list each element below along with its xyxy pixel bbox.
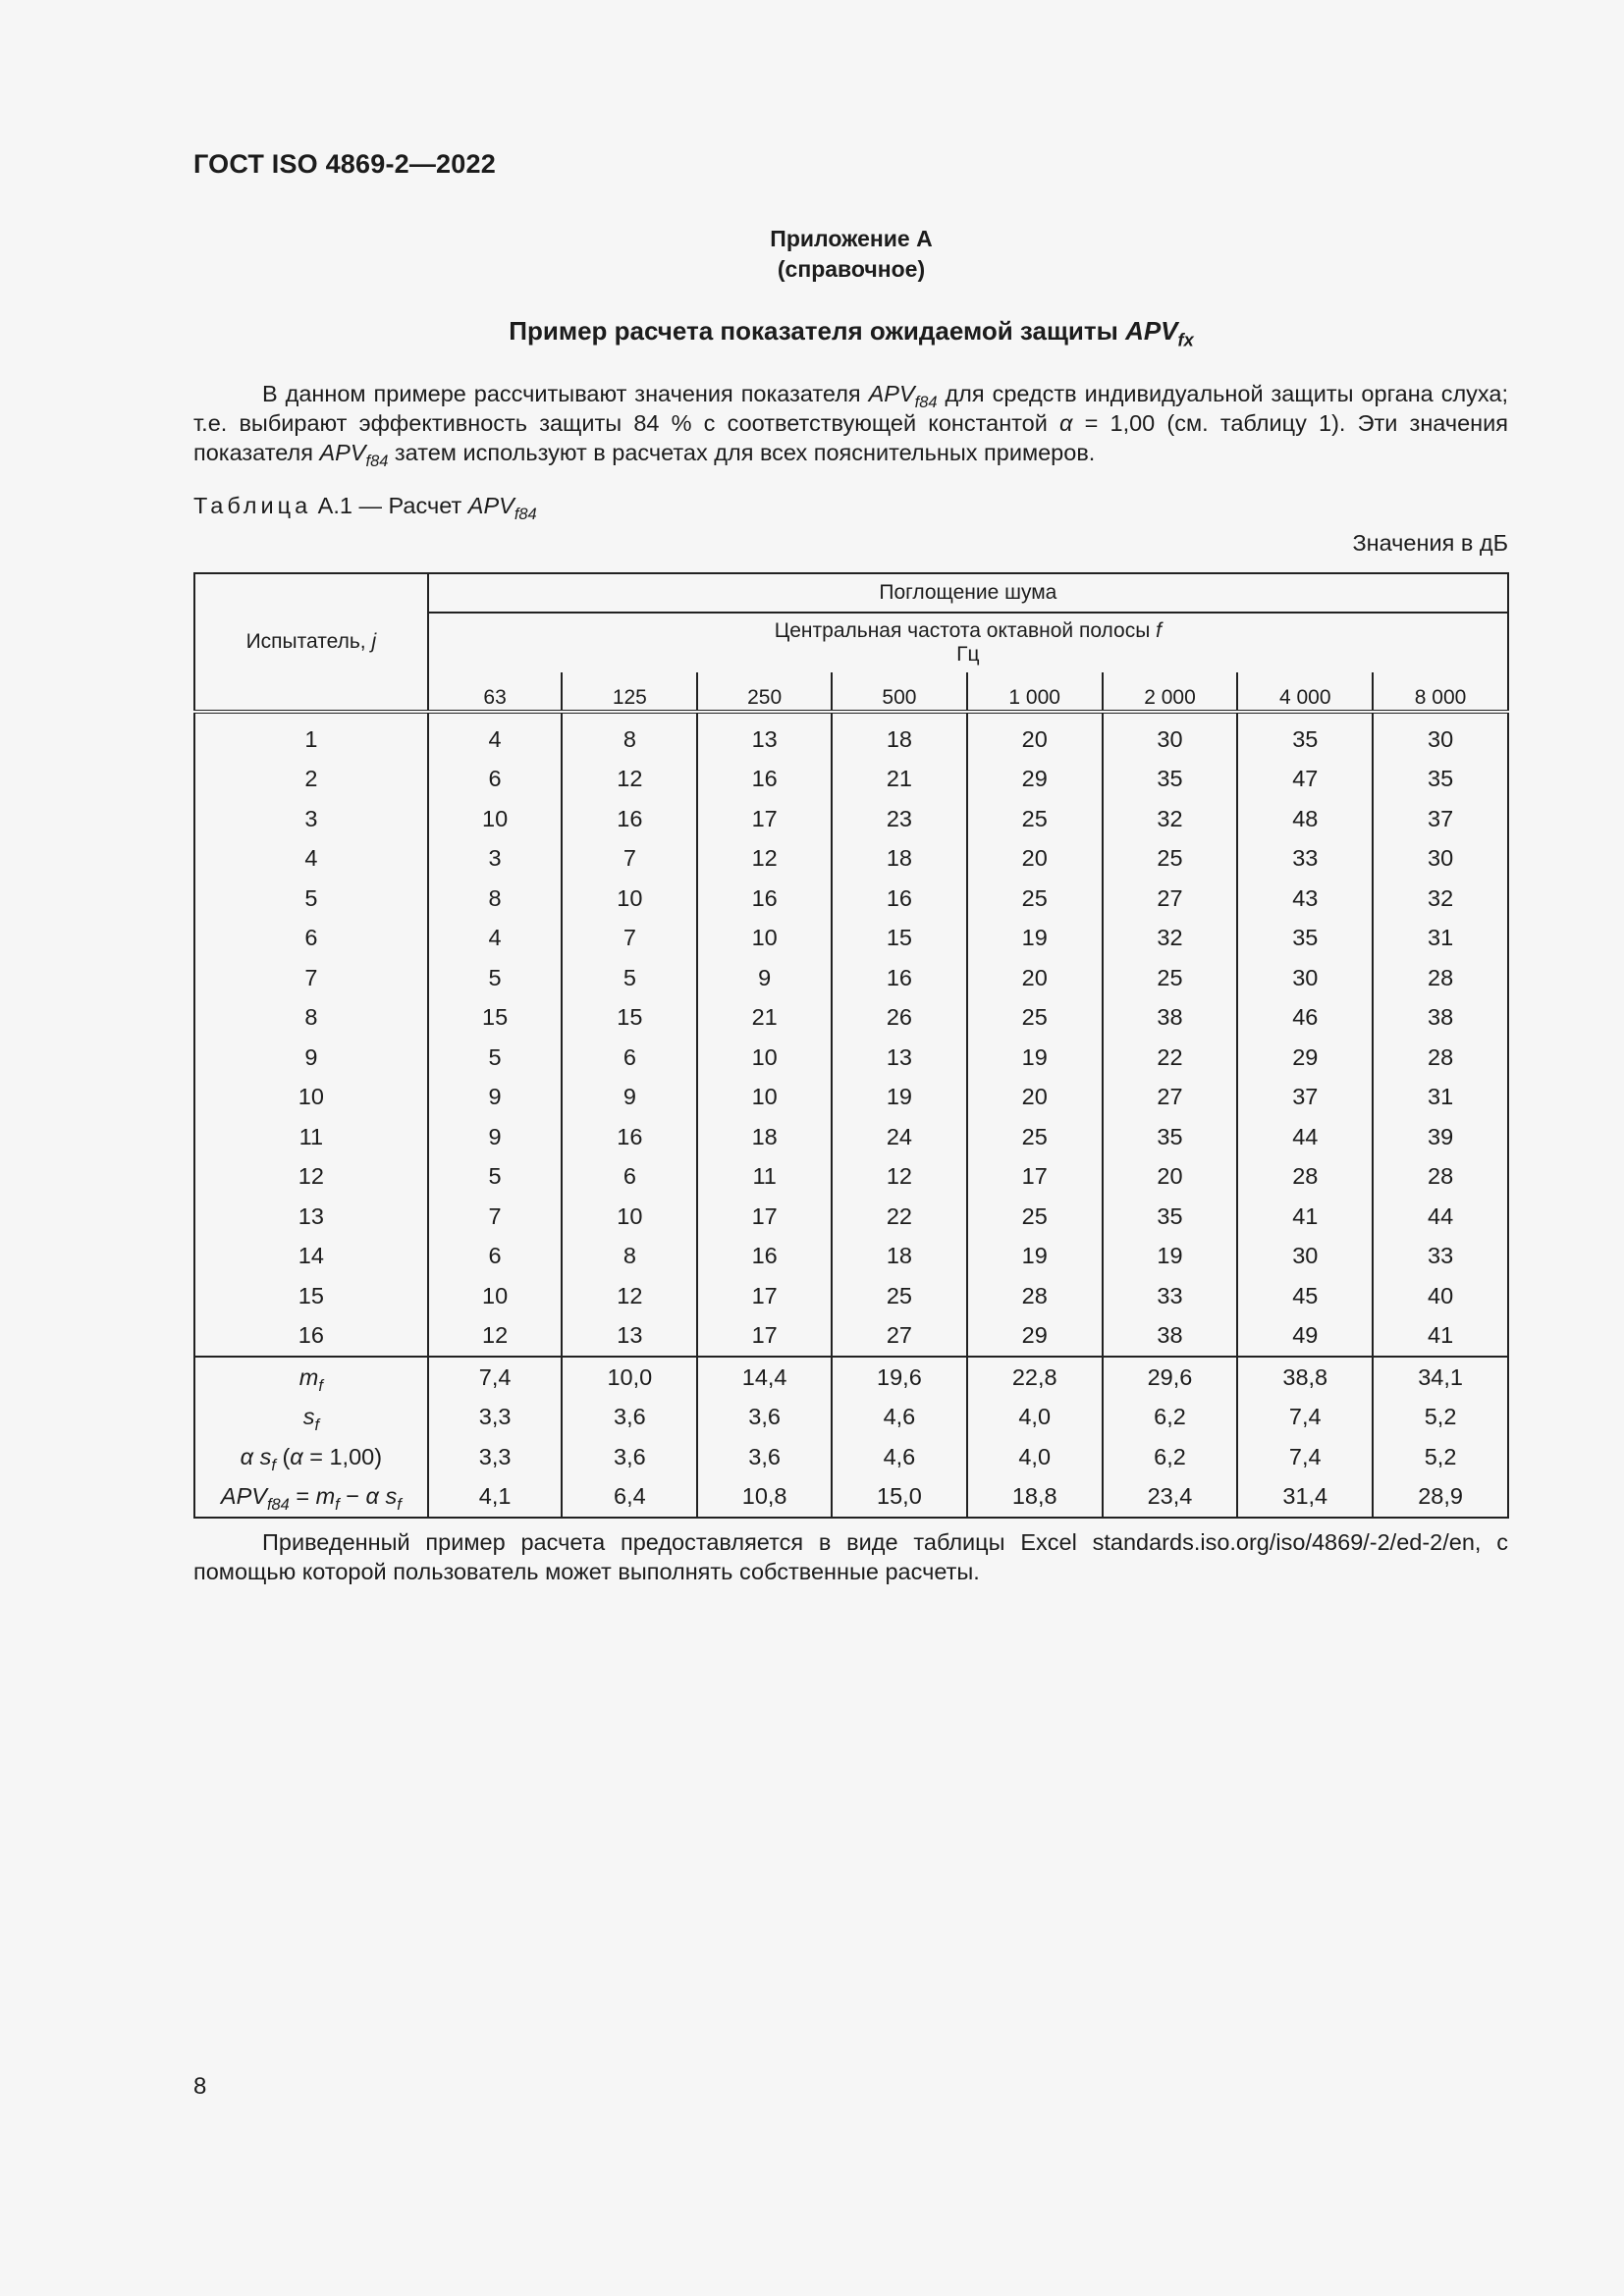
table-row	[194, 1078, 1508, 1118]
value-cell: 19	[967, 1237, 1103, 1277]
value-cell: 45	[1237, 1276, 1373, 1316]
value-cell: 10	[697, 1078, 832, 1118]
stat-value-cell: 7,4	[1237, 1437, 1373, 1477]
tester-cell: 15	[298, 1282, 324, 1308]
value-cell: 28	[1237, 1157, 1373, 1198]
stat-value-cell: 3,6	[697, 1398, 832, 1438]
stat-value-cell: 4,6	[832, 1437, 967, 1477]
stat-value-cell: 18,8	[967, 1477, 1103, 1519]
value-cell: 40	[1373, 1276, 1508, 1316]
value-cell: 7	[562, 839, 697, 880]
table-row	[194, 712, 1508, 760]
value-cell: 10	[428, 1276, 563, 1316]
table-units: Значения в дБ	[1352, 530, 1508, 556]
value-cell: 19	[967, 919, 1103, 959]
value-cell: 5	[428, 1157, 563, 1198]
value-cell: 19	[1103, 1237, 1238, 1277]
stat-value-cell: 3,6	[562, 1437, 697, 1477]
data-table	[193, 572, 1509, 1519]
value-cell: 28	[967, 1276, 1103, 1316]
page-number: 8	[193, 2073, 207, 2100]
value-cell: 8	[428, 879, 563, 919]
value-cell: 12	[832, 1157, 967, 1198]
table-row	[194, 839, 1508, 880]
table-row	[194, 958, 1508, 998]
value-cell: 41	[1373, 1316, 1508, 1358]
value-cell: 8	[562, 1237, 697, 1277]
value-cell: 5	[562, 958, 697, 998]
stat-value-cell: 15,0	[832, 1477, 967, 1519]
value-cell: 16	[697, 1237, 832, 1277]
stat-value-cell: 23,4	[1103, 1477, 1238, 1519]
value-cell: 10	[562, 879, 697, 919]
stat-value-cell: 28,9	[1373, 1477, 1508, 1519]
value-cell: 26	[832, 998, 967, 1039]
value-cell: 5	[428, 958, 563, 998]
value-cell: 25	[967, 879, 1103, 919]
value-cell: 31	[1373, 919, 1508, 959]
value-cell: 16	[697, 879, 832, 919]
value-cell: 47	[1237, 760, 1373, 800]
value-cell: 6	[428, 1237, 563, 1277]
value-cell: 7	[562, 919, 697, 959]
tester-cell: 4	[304, 845, 318, 872]
value-cell: 27	[832, 1316, 967, 1358]
frequency-cell: 125	[562, 672, 697, 712]
stat-value-cell: 7,4	[428, 1357, 563, 1398]
value-cell: 15	[832, 919, 967, 959]
value-cell: 30	[1237, 1237, 1373, 1277]
tester-cell: 10	[298, 1084, 324, 1110]
tester-cell: 3	[304, 805, 318, 831]
value-cell: 17	[697, 1276, 832, 1316]
stat-label: α $s_f$ (α = 1,00)	[240, 1443, 383, 1474]
value-cell: 22	[832, 1197, 967, 1237]
value-cell: 17	[697, 1197, 832, 1237]
value-cell: 25	[967, 1117, 1103, 1157]
value-cell: 10	[562, 1197, 697, 1237]
value-cell: 49	[1237, 1316, 1373, 1358]
value-cell: 4	[428, 919, 563, 959]
value-cell: 44	[1237, 1117, 1373, 1157]
value-cell: 27	[1103, 1078, 1238, 1118]
value-cell: 33	[1103, 1276, 1238, 1316]
value-cell: 37	[1237, 1078, 1373, 1118]
value-cell: 20	[967, 712, 1103, 760]
value-cell: 25	[1103, 839, 1238, 880]
value-cell: 28	[1373, 958, 1508, 998]
value-cell: 10	[697, 919, 832, 959]
value-cell: 27	[1103, 879, 1238, 919]
table-row	[194, 760, 1508, 800]
value-cell: 35	[1373, 760, 1508, 800]
tester-cell: 16	[298, 1322, 324, 1349]
stat-value-cell: 3,6	[697, 1437, 832, 1477]
value-cell: 25	[967, 799, 1103, 839]
value-cell: 16	[562, 799, 697, 839]
document-header: ГОСТ ISO 4869-2—2022	[193, 149, 496, 179]
table-row	[194, 879, 1508, 919]
value-cell: 10	[697, 1038, 832, 1078]
value-cell: 17	[697, 799, 832, 839]
value-cell: 12	[428, 1316, 563, 1358]
value-cell: 6	[428, 760, 563, 800]
noise-absorption-header: Поглощение шума	[428, 573, 1508, 613]
tester-cell: 14	[298, 1243, 324, 1269]
value-cell: 3	[428, 839, 563, 880]
value-cell: 32	[1103, 799, 1238, 839]
stat-value-cell: 10,0	[562, 1357, 697, 1398]
value-cell: 46	[1237, 998, 1373, 1039]
stat-value-cell: 6,2	[1103, 1398, 1238, 1438]
value-cell: 6	[562, 1157, 697, 1198]
stat-value-cell: 10,8	[697, 1477, 832, 1519]
stat-value-cell: 7,4	[1237, 1398, 1373, 1438]
intro-paragraph: В данном примере рассчитывают значения показателя $APV_{f84}$ для средств индивидуальной защиты органа слуха; т.е. выбирают эффективность защиты 84 % с соответствующей константой α = 1,00 (см. таблицу 1). Эти значения показателя $APV_{f84}$ затем используют в расчетах для всех пояснительных примеров.	[193, 381, 1508, 470]
stat-value-cell: 22,8	[967, 1357, 1103, 1398]
value-cell: 6	[562, 1038, 697, 1078]
value-cell: 21	[832, 760, 967, 800]
value-cell: 25	[1103, 958, 1238, 998]
tester-cell: 5	[304, 884, 318, 911]
stat-value-cell: 31,4	[1237, 1477, 1373, 1519]
stat-value-cell: 3,3	[428, 1398, 563, 1438]
value-cell: 29	[967, 1316, 1103, 1358]
value-cell: 25	[967, 1197, 1103, 1237]
value-cell: 28	[1373, 1038, 1508, 1078]
value-cell: 16	[562, 1117, 697, 1157]
value-cell: 25	[832, 1276, 967, 1316]
value-cell: 30	[1237, 958, 1373, 998]
stat-value-cell: 14,4	[697, 1357, 832, 1398]
value-cell: 18	[832, 839, 967, 880]
value-cell: 9	[697, 958, 832, 998]
value-cell: 15	[428, 998, 563, 1039]
value-cell: 9	[428, 1117, 563, 1157]
stat-value-cell: 4,0	[967, 1398, 1103, 1438]
value-cell: 11	[697, 1157, 832, 1198]
stat-value-cell: 5,2	[1373, 1437, 1508, 1477]
value-cell: 7	[428, 1197, 563, 1237]
value-cell: 35	[1103, 760, 1238, 800]
outro-paragraph: Приведенный пример расчета предоставляется в виде таблицы Excel standards.iso.org/iso/4869/-2/ed-2/en, с помощью которой пользователь может выполнять собственные расчеты.	[193, 1529, 1508, 1584]
table-row	[194, 919, 1508, 959]
value-cell: 44	[1373, 1197, 1508, 1237]
value-cell: 48	[1237, 799, 1373, 839]
value-cell: 39	[1373, 1117, 1508, 1157]
value-cell: 30	[1373, 839, 1508, 880]
value-cell: 38	[1103, 998, 1238, 1039]
tester-cell: 8	[304, 1004, 318, 1031]
value-cell: 37	[1373, 799, 1508, 839]
value-cell: 12	[562, 1276, 697, 1316]
value-cell: 30	[1103, 712, 1238, 760]
tester-cell: 7	[304, 964, 318, 990]
value-cell: 12	[697, 839, 832, 880]
value-cell: 35	[1103, 1117, 1238, 1157]
value-cell: 20	[1103, 1157, 1238, 1198]
value-cell: 9	[562, 1078, 697, 1118]
frequency-cell: 8 000	[1373, 672, 1508, 712]
table-row	[194, 1276, 1508, 1316]
value-cell: 32	[1373, 879, 1508, 919]
tester-cell: 6	[304, 925, 318, 951]
value-cell: 35	[1103, 1197, 1238, 1237]
value-cell: 17	[967, 1157, 1103, 1198]
mean-row	[194, 1357, 1508, 1398]
annex-heading	[193, 224, 1509, 285]
table-row	[194, 1237, 1508, 1277]
value-cell: 20	[967, 1078, 1103, 1118]
stat-value-cell: 3,6	[562, 1398, 697, 1438]
apv-row	[194, 1477, 1508, 1519]
stat-value-cell: 4,0	[967, 1437, 1103, 1477]
value-cell: 13	[832, 1038, 967, 1078]
value-cell: 16	[697, 760, 832, 800]
alpha-sd-row	[194, 1437, 1508, 1477]
tester-cell: 2	[304, 766, 318, 792]
stat-label: $m_f$	[194, 1357, 428, 1398]
value-cell: 38	[1373, 998, 1508, 1039]
value-cell: 30	[1373, 712, 1508, 760]
value-cell: 4	[428, 712, 563, 760]
value-cell: 29	[1237, 1038, 1373, 1078]
value-cell: 19	[967, 1038, 1103, 1078]
tester-cell: 9	[304, 1043, 318, 1070]
frequency-cell: 4 000	[1237, 672, 1373, 712]
table-row	[194, 1157, 1508, 1198]
table-row	[194, 1117, 1508, 1157]
value-cell: 12	[562, 760, 697, 800]
value-cell: 21	[697, 998, 832, 1039]
stat-value-cell: 29,6	[1103, 1357, 1238, 1398]
value-cell: 20	[967, 958, 1103, 998]
stat-value-cell: 3,3	[428, 1437, 563, 1477]
tester-cell: 13	[298, 1202, 324, 1229]
stat-value-cell: 6,2	[1103, 1437, 1238, 1477]
sd-row	[194, 1398, 1508, 1438]
stat-value-cell: 4,1	[428, 1477, 563, 1519]
value-cell: 10	[428, 799, 563, 839]
frequency-header: Центральная частота октавной полосы f Гц	[428, 613, 1508, 672]
value-cell: 29	[967, 760, 1103, 800]
value-cell: 5	[428, 1038, 563, 1078]
value-cell: 23	[832, 799, 967, 839]
value-cell: 22	[1103, 1038, 1238, 1078]
frequency-cell: 500	[832, 672, 967, 712]
stat-value-cell: 6,4	[562, 1477, 697, 1519]
value-cell: 15	[562, 998, 697, 1039]
value-cell: 35	[1237, 712, 1373, 760]
value-cell: 25	[967, 998, 1103, 1039]
value-cell: 33	[1373, 1237, 1508, 1277]
table-row	[194, 1038, 1508, 1078]
tester-cell: 11	[298, 1123, 324, 1149]
table-caption: Таблица А.1 — Расчет $APV_{f84}$	[193, 493, 537, 523]
value-cell: 17	[697, 1316, 832, 1358]
value-cell: 35	[1237, 919, 1373, 959]
annex-subtitle: (справочное)	[777, 256, 926, 282]
frequency-cell: 2 000	[1103, 672, 1238, 712]
value-cell: 16	[832, 879, 967, 919]
stat-value-cell: 19,6	[832, 1357, 967, 1398]
value-cell: 13	[562, 1316, 697, 1358]
tester-cell: 1	[194, 712, 428, 760]
value-cell: 31	[1373, 1078, 1508, 1118]
stat-label: $APV_{f84} = m_f - \alpha$ $s_f$	[220, 1483, 402, 1514]
table-body	[194, 712, 1508, 1518]
stat-value-cell: 38,8	[1237, 1357, 1373, 1398]
annex-title: Приложение А	[770, 226, 933, 251]
value-cell: 18	[832, 712, 967, 760]
table-row	[194, 1316, 1508, 1358]
table-row	[194, 998, 1508, 1039]
frequency-cell: 63	[428, 672, 563, 712]
tester-column-header: Испытатель, j	[245, 630, 377, 653]
example-title: Пример расчета показателя ожидаемой защиты $APV_{fx}$	[509, 316, 1194, 350]
tester-cell: 12	[298, 1163, 324, 1190]
value-cell: 19	[832, 1078, 967, 1118]
value-cell: 9	[428, 1078, 563, 1118]
stat-value-cell: 4,6	[832, 1398, 967, 1438]
value-cell: 38	[1103, 1316, 1238, 1358]
value-cell: 32	[1103, 919, 1238, 959]
value-cell: 41	[1237, 1197, 1373, 1237]
value-cell: 18	[697, 1117, 832, 1157]
value-cell: 16	[832, 958, 967, 998]
value-cell: 8	[562, 712, 697, 760]
table-row	[194, 799, 1508, 839]
value-cell: 13	[697, 712, 832, 760]
value-cell: 43	[1237, 879, 1373, 919]
frequency-cell: 1 000	[967, 672, 1103, 712]
value-cell: 24	[832, 1117, 967, 1157]
value-cell: 33	[1237, 839, 1373, 880]
value-cell: 20	[967, 839, 1103, 880]
stat-label: $s_f$	[302, 1404, 320, 1434]
frequency-cell: 250	[697, 672, 832, 712]
value-cell: 18	[832, 1237, 967, 1277]
stat-value-cell: 5,2	[1373, 1398, 1508, 1438]
value-cell: 28	[1373, 1157, 1508, 1198]
stat-value-cell: 34,1	[1373, 1357, 1508, 1398]
table-row	[194, 1197, 1508, 1237]
